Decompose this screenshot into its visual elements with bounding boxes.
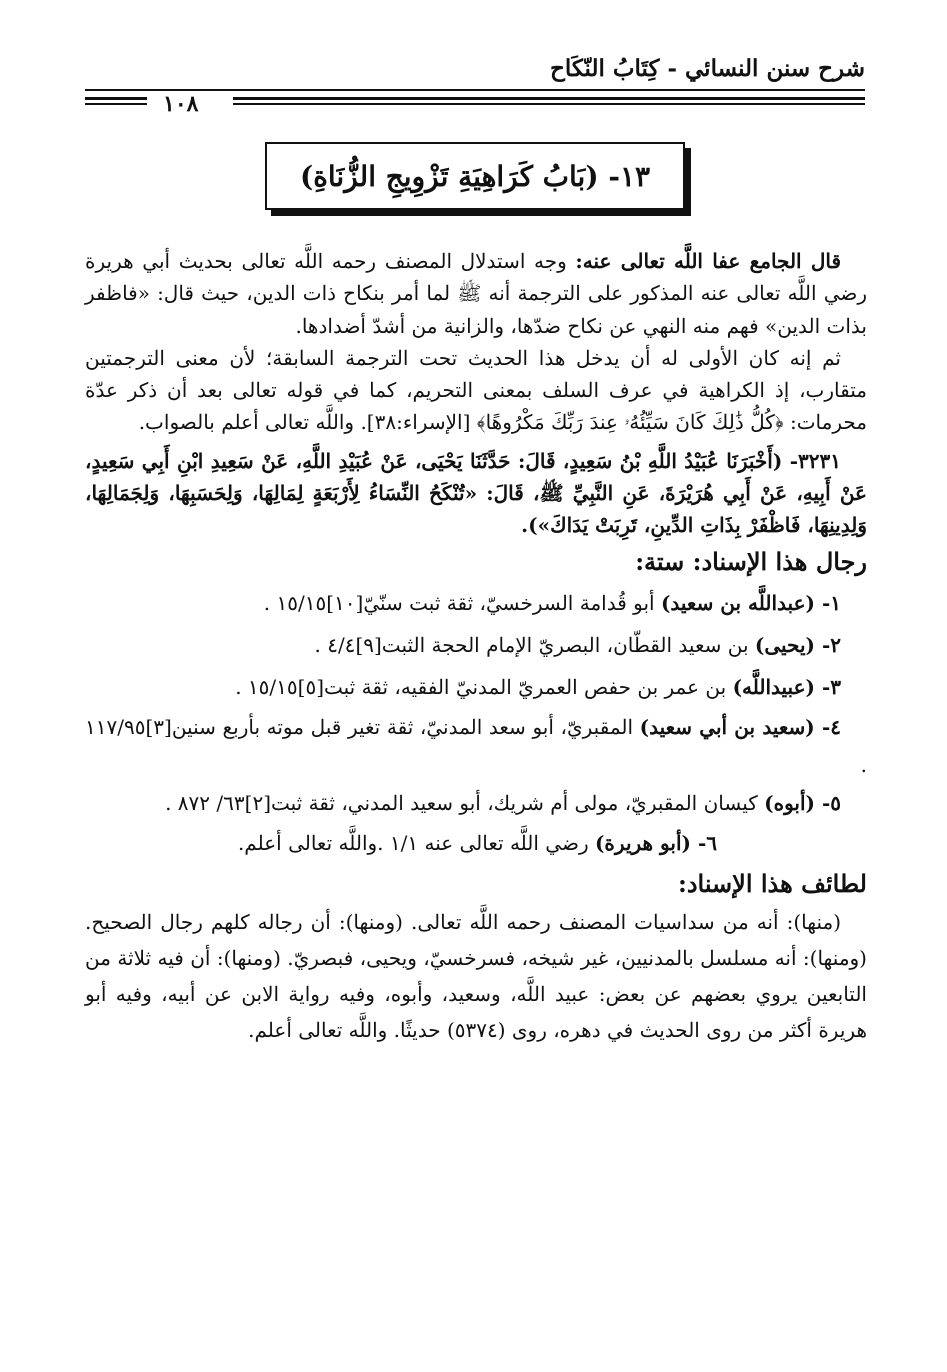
- narrator-name: ١- (عبداللَّه بن سعيد): [660, 590, 841, 615]
- narrator-name: ٦- (أبو هريرة): [594, 830, 717, 855]
- narrator-name: ٥- (أبوه): [764, 790, 841, 815]
- running-title: شرح سنن النسائي - كِتَابُ النّكَاح: [550, 55, 865, 82]
- narrator-desc: المقبريّ، أبو سعد المدنيّ، ثقة تغير قبل موته بأربع سنين[٣]١١٧/٩٥ .: [85, 714, 867, 777]
- narrator-name: ٤- (سعيد بن أبي سعيد): [639, 714, 842, 739]
- narrator-name: ٣- (عبيداللَّه): [732, 674, 841, 699]
- header-rule: [233, 103, 865, 105]
- hadith-text: ٣٢٣١- (أَخْبَرَنَا عُبَيْدُ اللَّهِ بْنُ سَعِيدٍ، قَالَ: حَدَّثَنَا يَحْيَى، عَنْ عُبَيْدِ اللَّهِ، عَنْ سَعِيدِ ابْنِ أَبِي سَعِيدٍ، عَنْ أَبِيهِ، عَنْ أَبِي هُرَيْرَةَ، عَنِ النَّبِيِّ ﷺ، قَالَ: «تُنْكَحُ النِّسَاءُ لِأَرْبَعَةٍ لِمَالِهَا، وَلِحَسَبِهَا، وَلِجَمَالِهَا، وَلِدِينِهَا، فَاظْفَرْ بِذَاتِ الدِّينِ، تَرِبَتْ يَدَاكَ»).: [85, 448, 867, 538]
- narrator-item: [85, 582, 867, 624]
- narrator-desc: أبو قُدامة السرخسيّ، ثقة ثبت سنّيّ[١٠]١٥/١٥ .: [263, 590, 655, 615]
- chapter-title: ١٣- (بَابُ كَرَاهِيَةِ تَزْوِيجِ الزُّنَاةِ): [299, 159, 651, 193]
- narrator-item: [85, 784, 867, 822]
- narrator-item: [85, 822, 867, 864]
- narrator-desc: كيسان المقبريّ، مولى أم شريك، أبو سعيد المدني، ثقة ثبت[٢]٦٣/ ٨٧٢ .: [165, 790, 758, 815]
- running-header: [85, 55, 865, 117]
- intro-paragraph-2: ثم إنه كان الأولى له أن يدخل هذا الحديث تحت الترجمة السابقة؛ لأن معنى الترجمتين متقارب، إذ الكراهية في عرف السلف بمعنى التحريم، كما في قوله تعالى بعد أن ذكر عدّة محرمات: ﴿كُلُّ ذَٰلِكَ كَانَ سَيِّئُهُۥ عِندَ رَبِّكَ مَكْرُوهًا﴾ [الإسراء:٣٨]. واللَّه تعالى أعلم بالصواب.: [85, 345, 867, 435]
- subtleties-heading: لطائف هذا الإسناد:: [677, 868, 867, 898]
- narrator-desc: بن سعيد القطّان، البصريّ الإمام الحجة الثبت[٩]٤/٤ .: [314, 632, 749, 657]
- narrator-name: ٢- (يحيى): [754, 632, 841, 657]
- page-body: [85, 245, 867, 1048]
- chapter-title-box: [265, 142, 685, 210]
- intro-lead: قال الجامع عفا اللَّه تعالى عنه:: [575, 249, 842, 273]
- intro-paragraph: [85, 245, 867, 342]
- header-rule: [233, 97, 865, 100]
- header-rule: [85, 97, 147, 100]
- page-number: ١٠٨: [163, 91, 199, 117]
- narrator-item: [85, 708, 867, 784]
- narrator-item: [85, 666, 867, 708]
- narrator-desc: رضي اللَّه تعالى عنه ١/١ .واللَّه تعالى أعلم.: [237, 830, 589, 855]
- header-rule: [85, 89, 865, 91]
- header-rule: [85, 103, 147, 105]
- narrators-heading: رجال هذا الإسناد: ستة:: [635, 546, 867, 576]
- subtleties-text: (منها): أنه من سداسيات المصنف رحمه اللَّه تعالى. (ومنها): أن رجاله كلهم رجال الصحيح. (ومنها): أنه مسلسل بالمدنيين، غير شيخه، فسرخسيّ، ويحيى، فبصريّ. (ومنها): أن فيه ثلاثة من التابعين يروي بعضهم عن بعض: عبيد اللَّه، وسعيد، وأبوه، وفيه رواية الابن عن أبيه، وفيه أبو هريرة أكثر من روى الحديث في دهره، روى (٥٣٧٤) حديثًا. واللَّه تعالى أعلم.: [85, 909, 867, 1042]
- narrator-desc: بن عمر بن حفص العمريّ المدنيّ الفقيه، ثقة ثبت[٥]١٥/١٥ .: [235, 674, 727, 699]
- intro-text: وجه استدلال المصنف رحمه اللَّه تعالى بحديث أبي هريرة رضي اللَّه تعالى عنه المذكور على الترجمة أنه ﷺ لما أمر بنكاح ذات الدين، حيث قال: «فاظفر بذات الدين» فهم منه النهي عن نكاح ضدّها، والزانية من أشدّ أضدادها.: [85, 249, 867, 338]
- narrator-item: [85, 624, 867, 666]
